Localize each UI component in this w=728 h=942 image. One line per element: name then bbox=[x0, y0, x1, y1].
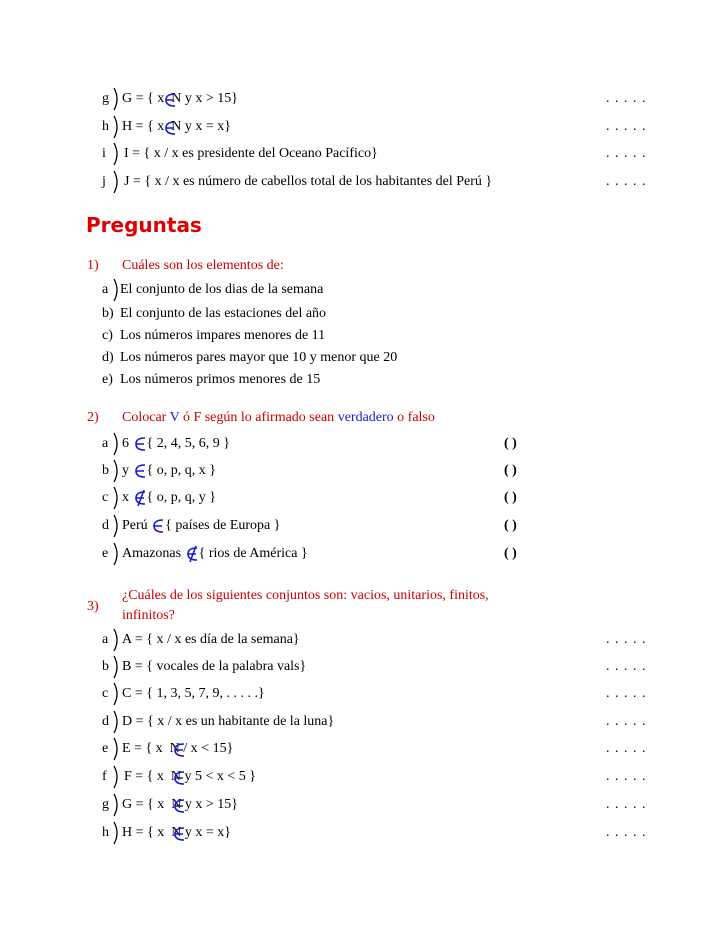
element-of-icon bbox=[172, 798, 186, 814]
item-label: g bbox=[102, 797, 109, 812]
item-label: e bbox=[102, 546, 109, 561]
answer-dots: . . . . . bbox=[606, 174, 647, 189]
answer-dots: . . . . . bbox=[606, 769, 647, 784]
right-parenthesis-icon bbox=[112, 710, 120, 734]
q1-item-a bbox=[0, 280, 728, 304]
item-text: H = { x N y x = x} bbox=[122, 825, 231, 840]
q2-item-b bbox=[0, 461, 728, 485]
q3-item-e bbox=[0, 739, 728, 763]
item-subject: Amazonas bbox=[122, 546, 185, 561]
element-of-icon bbox=[151, 518, 165, 534]
item-label: c bbox=[102, 686, 109, 701]
answer-dots: . . . . . bbox=[606, 659, 647, 674]
right-parenthesis-icon bbox=[112, 793, 120, 817]
not-element-of-icon bbox=[185, 546, 199, 562]
q2-item-d bbox=[0, 516, 728, 540]
section-heading: Preguntas bbox=[86, 213, 202, 237]
item-label: g bbox=[102, 91, 109, 106]
answer-dots: . . . . . bbox=[606, 714, 647, 729]
item-label: c) bbox=[102, 328, 113, 343]
q3-item-b bbox=[0, 657, 728, 681]
q2-item-a bbox=[0, 434, 728, 458]
right-parenthesis-icon bbox=[112, 765, 120, 789]
item-subject: x bbox=[122, 490, 133, 505]
right-parenthesis-icon bbox=[112, 682, 120, 706]
title-part: Colocar bbox=[122, 410, 170, 425]
answer-dots: . . . . . bbox=[606, 91, 647, 106]
answer-dots: . . . . . bbox=[606, 146, 647, 161]
item-label: a bbox=[102, 282, 109, 297]
title-part: ó F según lo afirmado sean bbox=[179, 410, 338, 425]
answer-dots: . . . . . bbox=[606, 741, 647, 756]
item-label: c bbox=[102, 490, 109, 505]
item-label: e bbox=[102, 741, 109, 756]
answer-dots: . . . . . bbox=[606, 686, 647, 701]
right-parenthesis-icon bbox=[112, 628, 120, 652]
item-text: El conjunto de los dias de la semana bbox=[120, 282, 324, 297]
right-parenthesis-icon bbox=[112, 514, 120, 538]
right-parenthesis-icon bbox=[112, 142, 120, 166]
q3-item-h bbox=[0, 823, 728, 847]
item-label: a bbox=[102, 632, 109, 647]
item-subject: 6 bbox=[122, 436, 133, 451]
item-text: H = { x N y x = x} bbox=[122, 119, 231, 134]
item-text: A = { x / x es día de la semana} bbox=[122, 632, 300, 647]
item-text bbox=[122, 461, 216, 481]
question-2-number: 2) bbox=[87, 410, 99, 425]
top-item-i bbox=[0, 144, 728, 168]
top-item-g bbox=[0, 89, 728, 113]
not-element-of-icon bbox=[133, 490, 147, 506]
q1-item-e bbox=[0, 370, 728, 394]
q3-item-f bbox=[0, 767, 728, 791]
question-2-title bbox=[122, 408, 435, 428]
item-set: { 2, 4, 5, 6, 9 } bbox=[146, 436, 230, 451]
q3-item-d bbox=[0, 712, 728, 736]
answer-box[interactable]: ( ) bbox=[504, 546, 517, 561]
q3-item-a bbox=[0, 630, 728, 654]
element-of-icon bbox=[163, 92, 177, 108]
item-text: D = { x / x es un habitante de la luna} bbox=[122, 714, 335, 729]
question-3-number: 3) bbox=[87, 599, 99, 614]
question-3-title-line2: infinitos? bbox=[122, 608, 175, 623]
item-text: Los números impares menores de 11 bbox=[120, 328, 326, 343]
question-3-title-line1: ¿Cuáles de los siguientes conjuntos son: vacios, unitarios, finitos, bbox=[122, 588, 489, 603]
right-parenthesis-icon bbox=[112, 87, 120, 111]
item-label: d bbox=[102, 518, 109, 533]
answer-box[interactable]: ( ) bbox=[504, 518, 517, 533]
right-parenthesis-icon bbox=[112, 432, 120, 456]
element-of-icon bbox=[133, 463, 147, 479]
item-text: G = { x N y x > 15} bbox=[122, 91, 238, 106]
item-subject: Perú bbox=[122, 518, 152, 533]
item-label: h bbox=[102, 119, 109, 134]
answer-box[interactable]: ( ) bbox=[504, 463, 517, 478]
title-v: V bbox=[169, 410, 180, 425]
item-set: { o, p, q, y } bbox=[146, 490, 216, 505]
right-parenthesis-icon bbox=[112, 542, 120, 566]
item-label: d) bbox=[102, 350, 114, 365]
q2-item-c bbox=[0, 488, 728, 512]
item-label: j bbox=[102, 174, 106, 189]
item-text: El conjunto de las estaciones del año bbox=[120, 306, 327, 321]
item-set: { o, p, q, x } bbox=[146, 463, 216, 478]
item-text: E = { x N / x < 15} bbox=[122, 741, 234, 756]
item-label: b bbox=[102, 463, 109, 478]
item-text bbox=[122, 488, 216, 508]
title-verdadero: verdadero bbox=[337, 410, 394, 425]
q3-item-g bbox=[0, 795, 728, 819]
top-item-j bbox=[0, 172, 728, 196]
right-parenthesis-icon bbox=[112, 278, 120, 302]
item-subject: y bbox=[122, 463, 133, 478]
title-falso: falso bbox=[407, 410, 435, 425]
item-label: a bbox=[102, 436, 109, 451]
element-of-icon bbox=[163, 120, 177, 136]
right-parenthesis-icon bbox=[112, 115, 120, 139]
item-text: Los números pares mayor que 10 y menor que 20 bbox=[120, 350, 398, 365]
item-label: h bbox=[102, 825, 109, 840]
item-text: B = { vocales de la palabra vals} bbox=[122, 659, 307, 674]
q1-item-c bbox=[0, 326, 728, 350]
element-of-icon bbox=[172, 826, 186, 842]
item-label: f bbox=[102, 769, 107, 784]
q3-item-c bbox=[0, 684, 728, 708]
item-text: C = { 1, 3, 5, 7, 9, . . . . .} bbox=[122, 686, 265, 701]
right-parenthesis-icon bbox=[112, 737, 120, 761]
item-text: I = { x / x es presidente del Oceano Pacífico} bbox=[124, 146, 378, 161]
element-of-icon bbox=[172, 742, 186, 758]
item-text bbox=[122, 434, 230, 454]
right-parenthesis-icon bbox=[112, 821, 120, 845]
answer-dots: . . . . . bbox=[606, 632, 647, 647]
answer-box[interactable]: ( ) bbox=[504, 490, 517, 505]
answer-dots: . . . . . bbox=[606, 825, 647, 840]
answer-box[interactable]: ( ) bbox=[504, 436, 517, 451]
right-parenthesis-icon bbox=[112, 170, 120, 194]
item-set: { rios de América } bbox=[198, 546, 308, 561]
item-label: b bbox=[102, 659, 109, 674]
item-text bbox=[122, 544, 308, 564]
question-1-number: 1) bbox=[87, 258, 99, 273]
item-label: e) bbox=[102, 372, 113, 387]
item-set: { países de Europa } bbox=[165, 518, 281, 533]
item-text: J = { x / x es número de cabellos total de los habitantes del Perú } bbox=[124, 174, 493, 189]
right-parenthesis-icon bbox=[112, 655, 120, 679]
q2-item-e bbox=[0, 544, 728, 568]
element-of-icon bbox=[172, 770, 186, 786]
element-of-icon bbox=[133, 436, 147, 452]
question-1-title: Cuáles son los elementos de: bbox=[122, 258, 284, 273]
right-parenthesis-icon bbox=[112, 486, 120, 510]
item-text bbox=[122, 516, 280, 536]
item-label: b) bbox=[102, 306, 114, 321]
top-item-h bbox=[0, 117, 728, 141]
item-text: Los números primos menores de 15 bbox=[120, 372, 321, 387]
title-part: o bbox=[393, 410, 408, 425]
item-text: G = { x N y x > 15} bbox=[122, 797, 238, 812]
item-text: F = { x N y 5 < x < 5 } bbox=[124, 769, 257, 784]
q1-item-b bbox=[0, 304, 728, 328]
answer-dots: . . . . . bbox=[606, 797, 647, 812]
right-parenthesis-icon bbox=[112, 459, 120, 483]
item-label: d bbox=[102, 714, 109, 729]
item-label: i bbox=[102, 146, 106, 161]
answer-dots: . . . . . bbox=[606, 119, 647, 134]
q1-item-d bbox=[0, 348, 728, 372]
